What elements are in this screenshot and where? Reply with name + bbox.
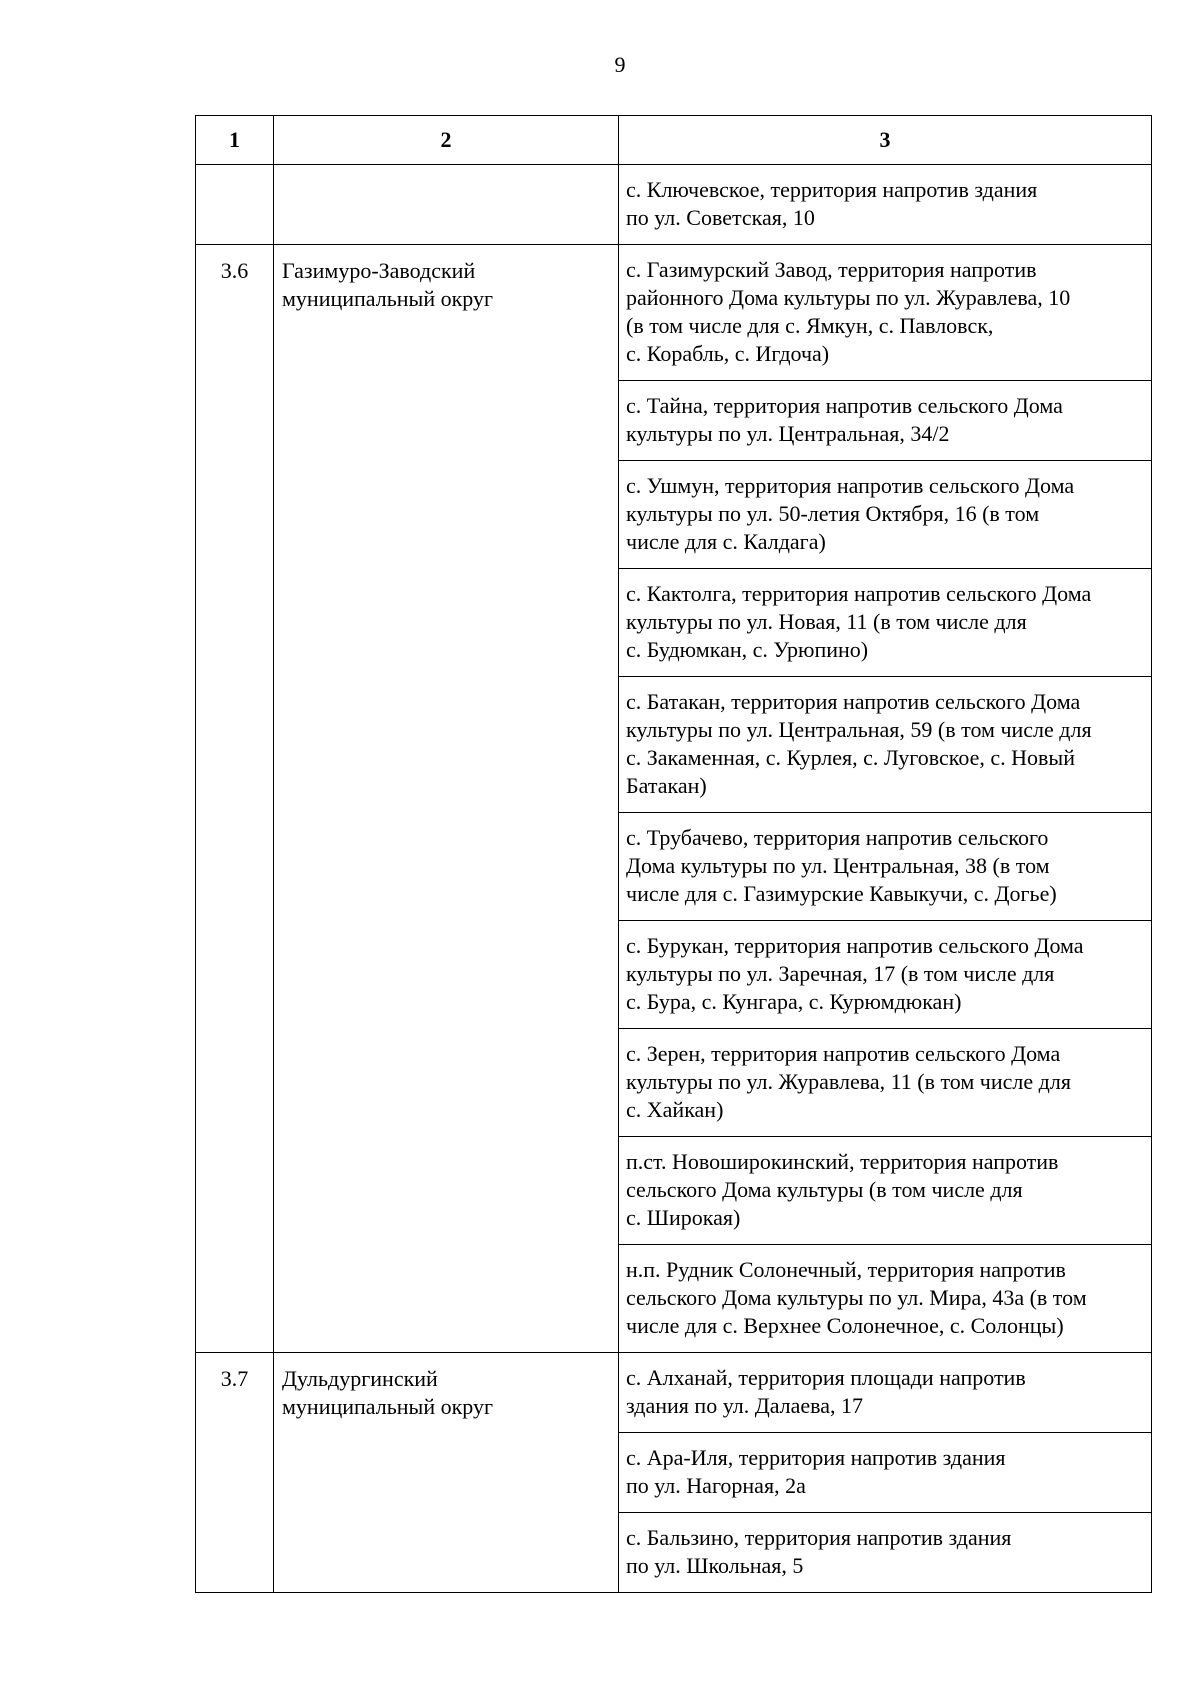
table-row: [196, 1353, 1152, 1433]
location-cell: [619, 461, 1152, 569]
location-line: сельского Дома культуры (в том числе для: [626, 1177, 1023, 1202]
location-line: культуры по ул. Журавлева, 11 (в том числе для: [626, 1069, 1071, 1094]
location-line: с. Тайна, территория напротив сельского Дома: [626, 393, 1063, 418]
column-header-3: 3: [619, 116, 1152, 165]
location-line: (в том числе для с. Ямкун, с. Павловск,: [626, 313, 994, 338]
districts-table: [195, 115, 1152, 1593]
location-line: с. Алханай, территория площади напротив: [626, 1365, 1026, 1390]
location-line: районного Дома культуры по ул. Журавлева, 10: [626, 285, 1071, 310]
location-cell: [619, 677, 1152, 813]
location-line: с. Кактолга, территория напротив сельского Дома: [626, 581, 1092, 606]
district-name-cell: [274, 245, 619, 1353]
location-line: числе для с. Газимурские Кавыкучи, с. Догье): [626, 881, 1057, 906]
location-cell: [619, 381, 1152, 461]
location-line: с. Будюмкан, с. Урюпино): [626, 637, 869, 662]
location-line: с. Трубачево, территория напротив сельского: [626, 825, 1049, 850]
district-name-cell: [274, 1353, 619, 1593]
district-name-line: Дульдургинский: [282, 1366, 438, 1391]
location-cell: [619, 1245, 1152, 1353]
location-line: культуры по ул. Новая, 11 (в том числе для: [626, 609, 1027, 634]
location-line: с. Закаменная, с. Курлея, с. Луговское, с. Новый: [626, 745, 1075, 770]
district-number-cell: [196, 165, 274, 245]
location-line: Дома культуры по ул. Центральная, 38 (в том: [626, 853, 1050, 878]
location-line: с. Ушмун, территория напротив сельского Дома: [626, 473, 1075, 498]
location-line: сельского Дома культуры по ул. Мира, 43а (в том: [626, 1285, 1087, 1310]
district-number-cell: 3.6: [196, 245, 274, 1353]
location-line: с. Широкая): [626, 1205, 741, 1230]
district-number-cell: 3.7: [196, 1353, 274, 1593]
district-name-cell: [274, 165, 619, 245]
location-line: н.п. Рудник Солонечный, территория напротив: [626, 1257, 1066, 1282]
location-line: культуры по ул. Центральная, 59 (в том числе для: [626, 717, 1092, 742]
table-body: [196, 165, 1152, 1593]
location-line: с. Бальзино, территория напротив здания: [626, 1525, 1012, 1550]
location-cell: [619, 1029, 1152, 1137]
table-header-row: [196, 116, 1152, 165]
location-line: с. Ключевское, территория напротив здания: [626, 177, 1038, 202]
location-line: с. Газимурский Завод, территория напротив: [626, 257, 1037, 282]
location-line: п.ст. Новоширокинский, территория напротив: [626, 1149, 1059, 1174]
location-line: с. Ара-Иля, территория напротив здания: [626, 1445, 1006, 1470]
column-header-2: 2: [274, 116, 619, 165]
location-cell: [619, 921, 1152, 1029]
location-line: культуры по ул. Заречная, 17 (в том числе для: [626, 961, 1055, 986]
location-line: числе для с. Калдага): [626, 529, 826, 554]
location-cell: [619, 1353, 1152, 1433]
location-cell: [619, 1433, 1152, 1513]
location-line: культуры по ул. Центральная, 34/2: [626, 421, 950, 446]
location-cell: [619, 569, 1152, 677]
location-line: по ул. Советская, 10: [626, 205, 815, 230]
location-line: с. Батакан, территория напротив сельского Дома: [626, 689, 1081, 714]
location-cell: [619, 1513, 1152, 1593]
location-line: по ул. Нагорная, 2а: [626, 1473, 806, 1498]
location-line: с. Хайкан): [626, 1097, 724, 1122]
location-line: с. Зерен, территория напротив сельского Дома: [626, 1041, 1061, 1066]
district-name-line: муниципальный округ: [282, 286, 494, 311]
location-line: здания по ул. Далаева, 17: [626, 1393, 864, 1418]
location-line: с. Корабль, с. Игдоча): [626, 341, 830, 366]
column-header-1: 1: [196, 116, 274, 165]
location-cell: [619, 1137, 1152, 1245]
location-cell: [619, 245, 1152, 381]
location-line: по ул. Школьная, 5: [626, 1553, 804, 1578]
table-row: [196, 245, 1152, 381]
location-cell: [619, 165, 1152, 245]
location-line: Батакан): [626, 773, 707, 798]
location-line: культуры по ул. 50-летия Октября, 16 (в том: [626, 501, 1040, 526]
location-cell: [619, 813, 1152, 921]
table-row: [196, 165, 1152, 245]
district-name-line: Газимуро-Заводский: [282, 258, 476, 283]
location-line: с. Бура, с. Кунгара, с. Курюмдюкан): [626, 989, 962, 1014]
location-line: числе для с. Верхнее Солонечное, с. Солонцы): [626, 1313, 1064, 1338]
district-name-line: муниципальный округ: [282, 1394, 494, 1419]
page-number: 9: [614, 52, 626, 77]
location-line: с. Бурукан, территория напротив сельского Дома: [626, 933, 1084, 958]
